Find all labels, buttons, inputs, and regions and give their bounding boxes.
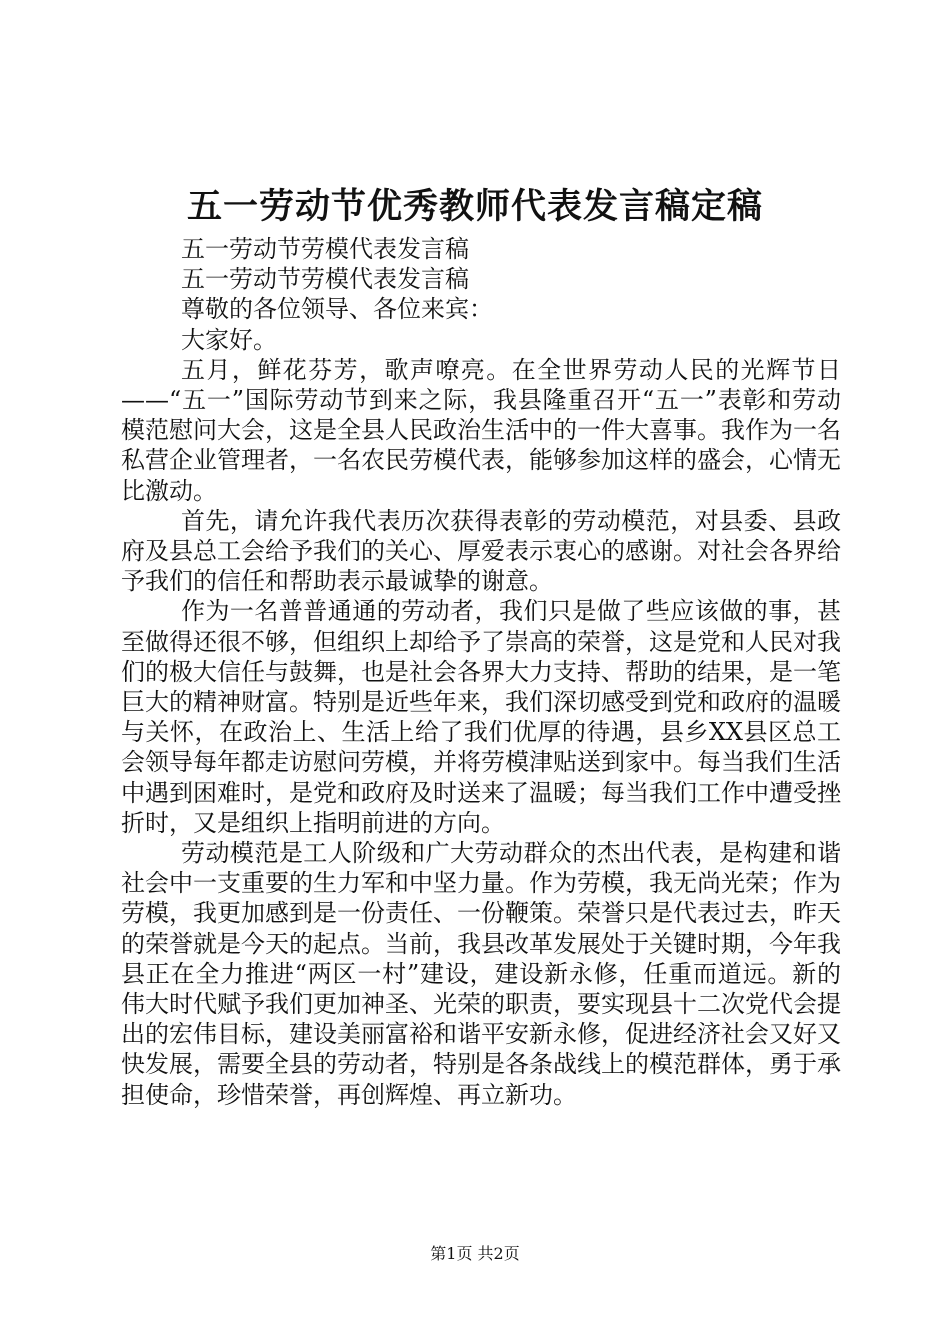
paragraph-body-2: 首先，请允许我代表历次获得表彰的劳动模范，对县委、县政府及县总工会给予我们的关心、厚爱表示衷心的感谢。对社会各界给予我们的信任和帮助表示最诚挚的谢意。 — [121, 506, 841, 596]
paragraph-body-3: 作为一名普普通通的劳动者，我们只是做了些应该做的事，甚至做得还很不够，但组织上却给予了崇高的荣誉，这是党和人民对我们的极大信任与鼓舞，也是社会各界大力支持、帮助的结果，是一笔巨大的精神财富。特别是近些年来，我们深切感受到党和政府的温暖与关怀，在政治上、生活上给了我们优厚的待遇，县乡XX县区总工会领导每年都走访慰问劳模，并将劳模津贴送到家中。每当我们生活中遇到困难时，是党和政府及时送来了温暖；每当我们工作中遭受挫折时，又是组织上指明前进的方向。 — [121, 597, 841, 837]
document-body — [121, 234, 841, 1110]
paragraph-salutation: 尊敬的各位领导、各位来宾： — [181, 295, 493, 324]
paragraph-greeting: 大家好。 — [181, 325, 277, 354]
page-footer: 第1页 共2页 — [430, 1244, 520, 1263]
paragraph-subtitle-2: 五一劳动节劳模代表发言稿 — [181, 265, 469, 294]
paragraph-subtitle-1: 五一劳动节劳模代表发言稿 — [181, 235, 469, 263]
document-title: 五一劳动节优秀教师代表发言稿定稿 — [186, 186, 763, 227]
paragraph-body-4: 劳动模范是工人阶级和广大劳动群众的杰出代表，是构建和谐社会中一支重要的生力军和中坚力量。作为劳模，我无尚光荣；作为劳模，我更加感到是一份责任、一份鞭策。荣誉只是代表过去，昨天的荣誉就是今天的起点。当前，我县改革发展处于关键时期，今年我县正在全力推进“两区一村”建设，建设新永修，任重而道远。新的伟大时代赋予我们更加神圣、光荣的职责，要实现县十二次党代会提出的宏伟目标，建设美丽富裕和谐平安新永修，促进经济社会又好又快发展，需要全县的劳动者，特别是各条战线上的模范群体，勇于承担使命，珍惜荣誉，再创辉煌、再立新功。 — [121, 839, 841, 1109]
paragraph-body-1: 五月，鲜花芬芳，歌声嘹亮。在全世界劳动人民的光辉节日——“五一”国际劳动节到来之际，我县隆重召开“五一”表彰和劳动模范慰问大会，这是全县人民政治生活中的一件大喜事。我作为一名私营企业管理者，一名农民劳模代表，能够参加这样的盛会，心情无比激动。 — [121, 355, 841, 505]
